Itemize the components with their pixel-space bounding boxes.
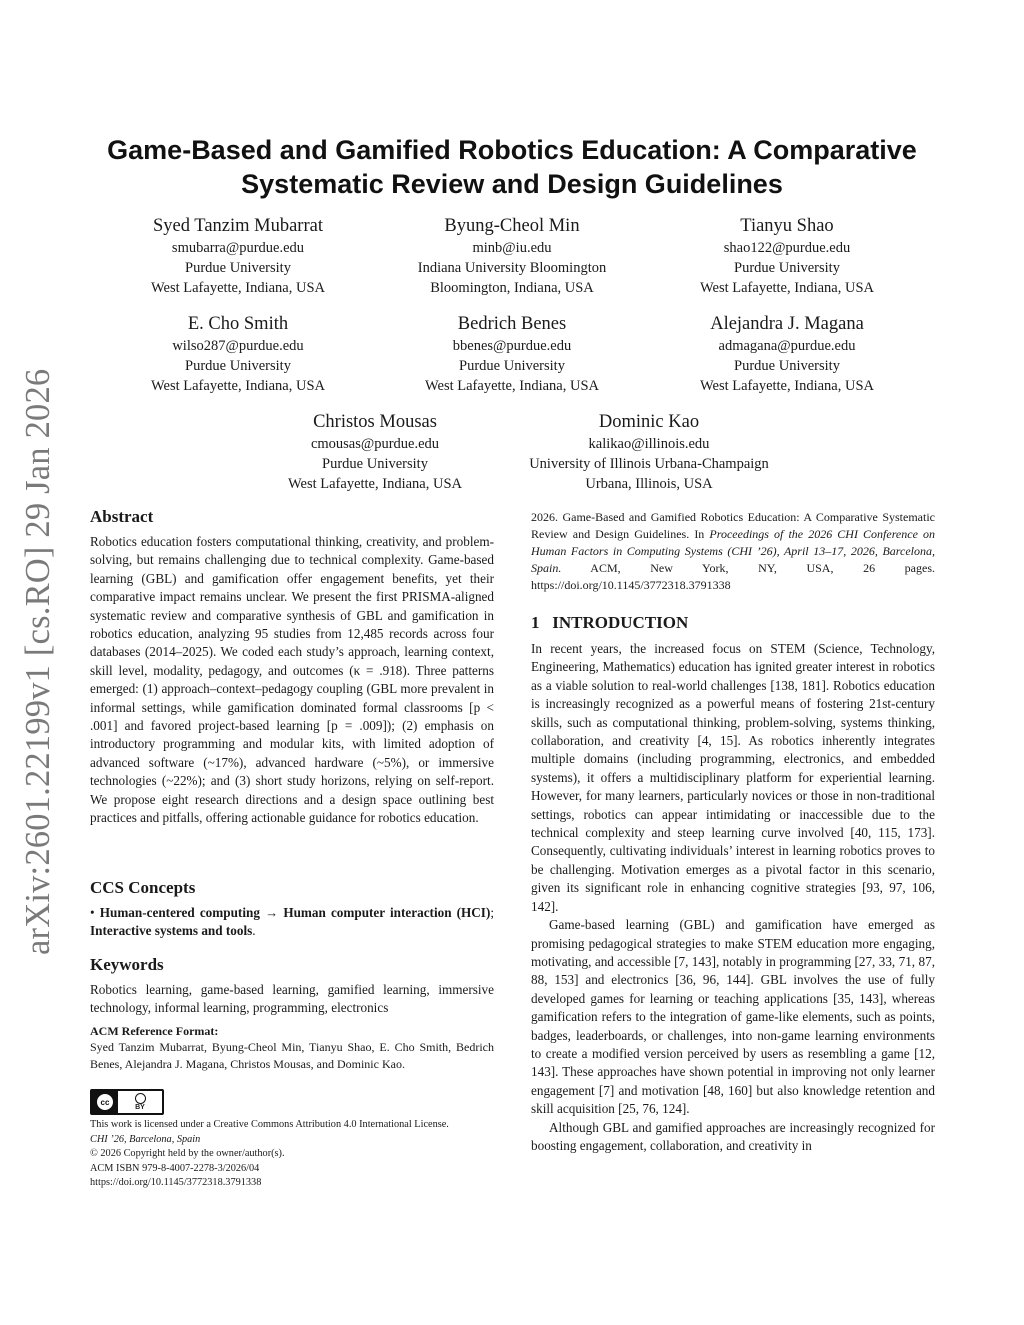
author-location: West Lafayette, Indiana, USA <box>151 280 325 296</box>
intro-paragraph: Game-based learning (GBL) and gamification have emerged as promising pedagogical strategies to make STEM education more engaging, motivating, and accessible [7, 143], notably in programming [27, 33, 71, 87, 88, 153] and electronics [36, 96, 144]. GBL involves the use of fully developed games for learning or teaching applications [35, 143], whereas gamification refers to the integration of game-like elements, such as points, badges, leaderboards, or challenges, into non-game learning environments to create a modified version perceived by users as resembling a game [12, 143]. These approaches have shown potential in improving not only learner engagement [7] and motivation [48, 160] but also knowledge retention and skill acquisition [25, 76, 124]. <box>531 917 935 1117</box>
license-venue: CHI ’26, Barcelona, Spain <box>90 1133 201 1145</box>
introduction-section <box>531 612 935 1155</box>
author-affiliation: Purdue University <box>322 456 428 472</box>
author-block <box>637 215 937 298</box>
abstract-heading: Abstract <box>90 507 154 526</box>
acm-reference-text: Syed Tanzim Mubarrat, Byung-Cheol Min, Tianyu Shao, E. Cho Smith, Bedrich Benes, Alejandra J. Magana, Christos Mousas, and Dominic Kao. <box>90 1040 494 1071</box>
author-location: West Lafayette, Indiana, USA <box>425 378 599 394</box>
author-email: bbenes@purdue.edu <box>452 338 572 354</box>
author-affiliation: Purdue University <box>734 260 840 276</box>
author-block <box>225 411 525 494</box>
license-isbn: ACM ISBN 979-8-4007-2278-3/2026/04 <box>90 1162 260 1174</box>
author-location: Urbana, Illinois, USA <box>585 476 713 492</box>
ccs-term: Human-centered computing <box>99 905 260 920</box>
author-name: Alejandra J. Magana <box>710 314 864 334</box>
author-name: Bedrich Benes <box>457 314 567 334</box>
author-location: West Lafayette, Indiana, USA <box>288 476 462 492</box>
author-email: wilso287@purdue.edu <box>172 338 304 354</box>
ccs-term: Interactive systems and tools <box>90 923 253 939</box>
author-email: cmousas@purdue.edu <box>310 436 440 452</box>
author-block <box>88 313 388 396</box>
author-block <box>88 215 388 298</box>
author-location: West Lafayette, Indiana, USA <box>700 280 874 296</box>
author-email: admagana@purdue.edu <box>718 338 856 354</box>
keywords-text: Robotics learning, game-based learning, gamified learning, immersive technology, informal learning, programming, electronics <box>90 982 494 1016</box>
abstract-text: Robotics education fosters computational thinking, creativity, and problem-solving, but remains challenging due to technical complexity. Game-based learning (GBL) and gamification offer engagement benefits, yet their comparative impact remains unclear. We present the first PRISMA-aligned systematic review and comparative synthesis of GBL and gamification in robotics education, analyzing 95 studies from 12,485 records across four databases (2014–2025). We coded each study’s approach, learning context, skill level, modality, pedagogy, and outcomes (κ = .918). Three patterns emerged: (1) approach–context–pedagogy coupling (GBL more prevalent in informal settings, while gamification dominated formal classrooms [p < .001] and favored project-based learning [p = .009]); (2) emphasis on introductory programming and modular kits, with limited adoption of advanced software (~17%), advanced hardware (~5%), or immersive technologies (~22%); and (3) short study horizons, relying on self-report. We propose eight research directions and a design space outlining best practices and pitfalls, offering actionable guidance for robotics education. <box>90 534 494 826</box>
ccs-separator: ; <box>490 905 495 920</box>
author-affiliation: Purdue University <box>734 358 840 374</box>
acm-reference <box>90 1023 494 1073</box>
ccs-term: Human computer interaction (HCI) <box>283 905 491 920</box>
acm-reference-heading: ACM Reference Format: <box>90 1024 219 1038</box>
cc-by-license-icon <box>90 1089 164 1115</box>
attribution-person-icon <box>135 1093 146 1104</box>
author-affiliation: University of Illinois Urbana-Champaign <box>529 456 769 472</box>
author-name: E. Cho Smith <box>187 314 289 334</box>
citation-proceedings: Proceedings of the 2026 CHI Conference on Human Factors in Computing Systems (CHI ’26), April 13–17, 2026, Barcelona, Spain. <box>531 527 935 575</box>
author-email: minb@iu.edu <box>472 240 552 256</box>
license-doi[interactable]: https://doi.org/10.1145/3772318.3791338 <box>90 1177 262 1188</box>
author-affiliation: Purdue University <box>185 260 291 276</box>
license-copyright: © 2026 Copyright held by the owner/author(s). <box>90 1148 285 1159</box>
author-affiliation: Indiana University Bloomington <box>417 260 607 276</box>
author-name: Dominic Kao <box>598 412 700 432</box>
author-block <box>362 313 662 396</box>
ccs-text <box>90 904 494 941</box>
citation-prefix: 2026. Game-Based and Gamified Robotics Education: A Comparative Systematic Review and Design Guidelines. In <box>531 510 935 541</box>
author-email: smubarra@purdue.edu <box>171 240 305 256</box>
ccs-end: . <box>252 923 256 939</box>
ccs-section <box>90 877 494 941</box>
author-location: Bloomington, Indiana, USA <box>430 280 594 296</box>
paper-title: Game-Based and Gamified Robotics Education: A Comparative Systematic Review and Design Guidelines <box>107 135 917 199</box>
author-email: shao122@purdue.edu <box>723 240 851 256</box>
author-name: Christos Mousas <box>313 412 437 432</box>
by-label: BY <box>135 1103 145 1111</box>
author-email: kalikao@illinois.edu <box>588 436 710 452</box>
author-affiliation: Purdue University <box>459 358 565 374</box>
keywords-section <box>90 954 494 1018</box>
author-location: West Lafayette, Indiana, USA <box>151 378 325 394</box>
cc-icon: cc <box>97 1094 113 1110</box>
intro-paragraph: Although GBL and gamified approaches are increasingly recognized for boosting engagement, collaboration, and creativity in <box>531 1119 935 1153</box>
ccs-arrow: → <box>265 905 279 920</box>
license-text: This work is licensed under a Creative Commons Attribution 4.0 International License. <box>90 1119 449 1130</box>
author-name: Tianyu Shao <box>740 216 834 236</box>
introduction-heading: 1 INTRODUCTION <box>531 613 689 632</box>
arxiv-identifier: arXiv:2601.22199v1 [cs.RO] 29 Jan 2026 <box>19 368 57 955</box>
author-affiliation: Purdue University <box>185 358 291 374</box>
ccs-bullet: • <box>90 905 95 920</box>
author-block <box>499 411 799 494</box>
intro-paragraph: In recent years, the increased focus on STEM (Science, Technology, Engineering, Mathematics) education has ignited greater interest in robotics as a viable solution to real-world challenges [138, 181]. Robotics education is increasingly recognized as a powerful means of fostering 21st-century skills, such as computational thinking, problem-solving, systems thinking, collaboration, and creativity [4, 15]. As robotics inherently integrates multiple domains (including programming, electronics, and embedded systems), it offers a multidisciplinary platform for experiential learning. However, for many learners, particularly novices or those in non-traditional settings, robotics can appear intimidating or inaccessible due to the technical complexity and steep learning curve involved [40, 115, 173]. Consequently, cultivating individuals’ interest in learning robotics proves to be challenging. Motivation emerges as a pivotal factor in this scenario, given its significant role in enhancing cognitive strategies [93, 97, 106, 142]. <box>531 641 935 914</box>
license-block <box>90 1089 494 1191</box>
author-name: Byung-Cheol Min <box>444 216 580 236</box>
keywords-heading: Keywords <box>90 955 164 974</box>
ccs-heading: CCS Concepts <box>90 878 196 897</box>
author-block <box>362 215 662 298</box>
citation-suffix: ACM, New York, NY, USA, 26 pages. https://doi.org/10.1145/3772318.3791338 <box>531 561 935 592</box>
citation-block <box>531 509 935 594</box>
abstract-section <box>90 506 494 828</box>
author-block <box>637 313 937 396</box>
author-location: West Lafayette, Indiana, USA <box>700 378 874 394</box>
citation-text <box>531 509 935 594</box>
author-name: Syed Tanzim Mubarrat <box>153 216 323 236</box>
